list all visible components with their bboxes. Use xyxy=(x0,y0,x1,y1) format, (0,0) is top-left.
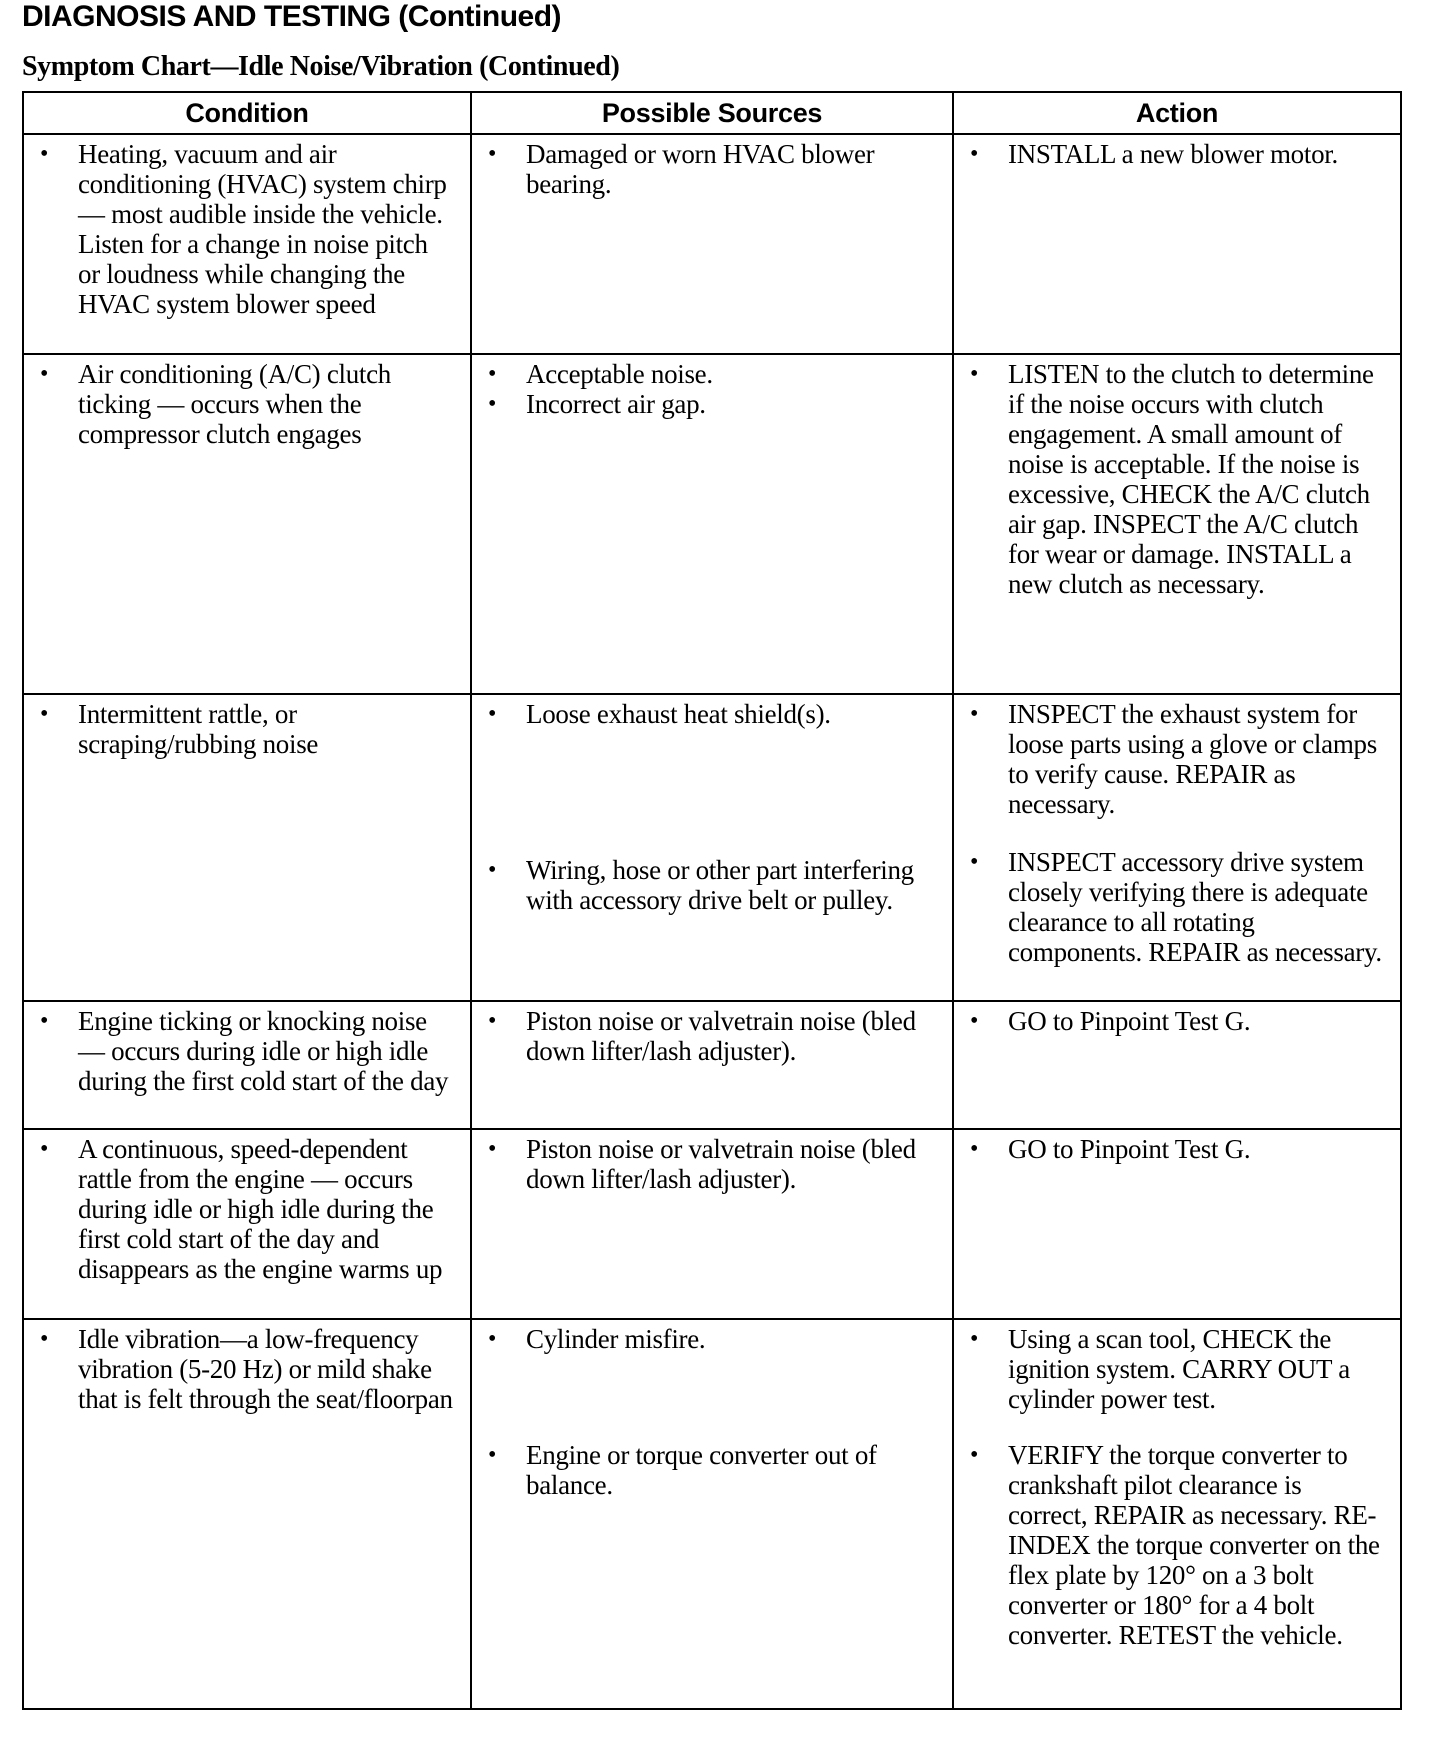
condition-text: • Idle vibration—a low-frequency vibration (5-20 Hz) or mild shake that is felt through the seat/floorpan xyxy=(36,1324,456,1414)
action-item: • INSPECT accessory drive system closely verifying there is adequate clearance to all rotating components. REPAIR as necessary. xyxy=(966,847,1386,967)
source-item: • Piston noise or valvetrain noise (bled down lifter/lash adjuster). xyxy=(484,1006,938,1066)
source-item: • Damaged or worn HVAC blower bearing. xyxy=(484,139,938,199)
condition-text: • A continuous, speed-dependent rattle from the engine — occurs during idle or high idle during the first cold start of the day and disappears as the engine warms up xyxy=(36,1134,456,1284)
condition-cell xyxy=(23,354,471,694)
column-header-possible-sources: Possible Sources xyxy=(471,92,953,134)
action-item: • VERIFY the torque converter to crankshaft pilot clearance is correct, REPAIR as necessary. RE-INDEX the torque converter on the flex plate by 120° on a 3 bolt converter or 180° for a 4 bolt converter. RETEST the vehicle. xyxy=(966,1440,1386,1650)
condition-cell xyxy=(23,1001,471,1129)
source-item: • Engine or torque converter out of balance. xyxy=(484,1440,938,1500)
table-row xyxy=(23,1319,1401,1709)
action-cell xyxy=(953,694,1401,1001)
spacer xyxy=(484,819,938,855)
action-cell xyxy=(953,1129,1401,1319)
action-item: • Using a scan tool, CHECK the ignition system. CARRY OUT a cylinder power test. xyxy=(966,1324,1386,1414)
table-row xyxy=(23,1129,1401,1319)
spacer xyxy=(966,819,1386,847)
action-cell xyxy=(953,1001,1401,1129)
action-item: • INSPECT the exhaust system for loose parts using a glove or clamps to verify cause. REPAIR as necessary. xyxy=(966,699,1386,819)
source-item: • Acceptable noise. xyxy=(484,359,938,389)
condition-cell xyxy=(23,1319,471,1709)
action-item: • LISTEN to the clutch to determine if the noise occurs with clutch engagement. A small amount of noise is acceptable. If the noise is excessive, CHECK the A/C clutch air gap. INSPECT the A/C clutch for wear or damage. INSTALL a new clutch as necessary. xyxy=(966,359,1386,599)
condition-cell xyxy=(23,1129,471,1319)
source-item: • Wiring, hose or other part interfering with accessory drive belt or pulley. xyxy=(484,855,938,915)
condition-text: • Air conditioning (A/C) clutch ticking — occurs when the compressor clutch engages xyxy=(36,359,456,449)
table-row xyxy=(23,1001,1401,1129)
column-header-action: Action xyxy=(953,92,1401,134)
condition-text: • Heating, vacuum and air conditioning (HVAC) system chirp — most audible inside the vehicle. Listen for a change in noise pitch or loudness while changing the HVAC system blower speed xyxy=(36,139,456,319)
column-header-condition: Condition xyxy=(23,92,471,134)
condition-cell xyxy=(23,134,471,354)
condition-text: • Engine ticking or knocking noise — occurs during idle or high idle during the first cold start of the day xyxy=(36,1006,456,1096)
action-item: • GO to Pinpoint Test G. xyxy=(966,1134,1386,1164)
section-title: DIAGNOSIS AND TESTING (Continued) xyxy=(22,0,562,33)
sources-cell xyxy=(471,1001,953,1129)
table-header-row xyxy=(23,92,1401,134)
table-row xyxy=(23,134,1401,354)
condition-cell xyxy=(23,694,471,1001)
sources-cell xyxy=(471,694,953,1001)
table-row xyxy=(23,354,1401,694)
sources-cell xyxy=(471,134,953,354)
action-item: • INSTALL a new blower motor. xyxy=(966,139,1386,169)
spacer xyxy=(484,1354,938,1440)
source-item: • Loose exhaust heat shield(s). xyxy=(484,699,938,819)
chart-title: Symptom Chart—Idle Noise/Vibration (Continued) xyxy=(22,51,620,82)
source-item: • Incorrect air gap. xyxy=(484,389,938,419)
symptom-chart-table xyxy=(22,91,1402,1710)
source-item: • Piston noise or valvetrain noise (bled down lifter/lash adjuster). xyxy=(484,1134,938,1194)
condition-text: • Intermittent rattle, or scraping/rubbing noise xyxy=(36,699,456,759)
spacer xyxy=(966,1414,1386,1440)
sources-cell xyxy=(471,1129,953,1319)
source-item: • Cylinder misfire. xyxy=(484,1324,938,1354)
action-cell xyxy=(953,354,1401,694)
sources-cell xyxy=(471,1319,953,1709)
action-item: • GO to Pinpoint Test G. xyxy=(966,1006,1386,1036)
action-cell xyxy=(953,1319,1401,1709)
sources-cell xyxy=(471,354,953,694)
action-cell xyxy=(953,134,1401,354)
table-row xyxy=(23,694,1401,1001)
